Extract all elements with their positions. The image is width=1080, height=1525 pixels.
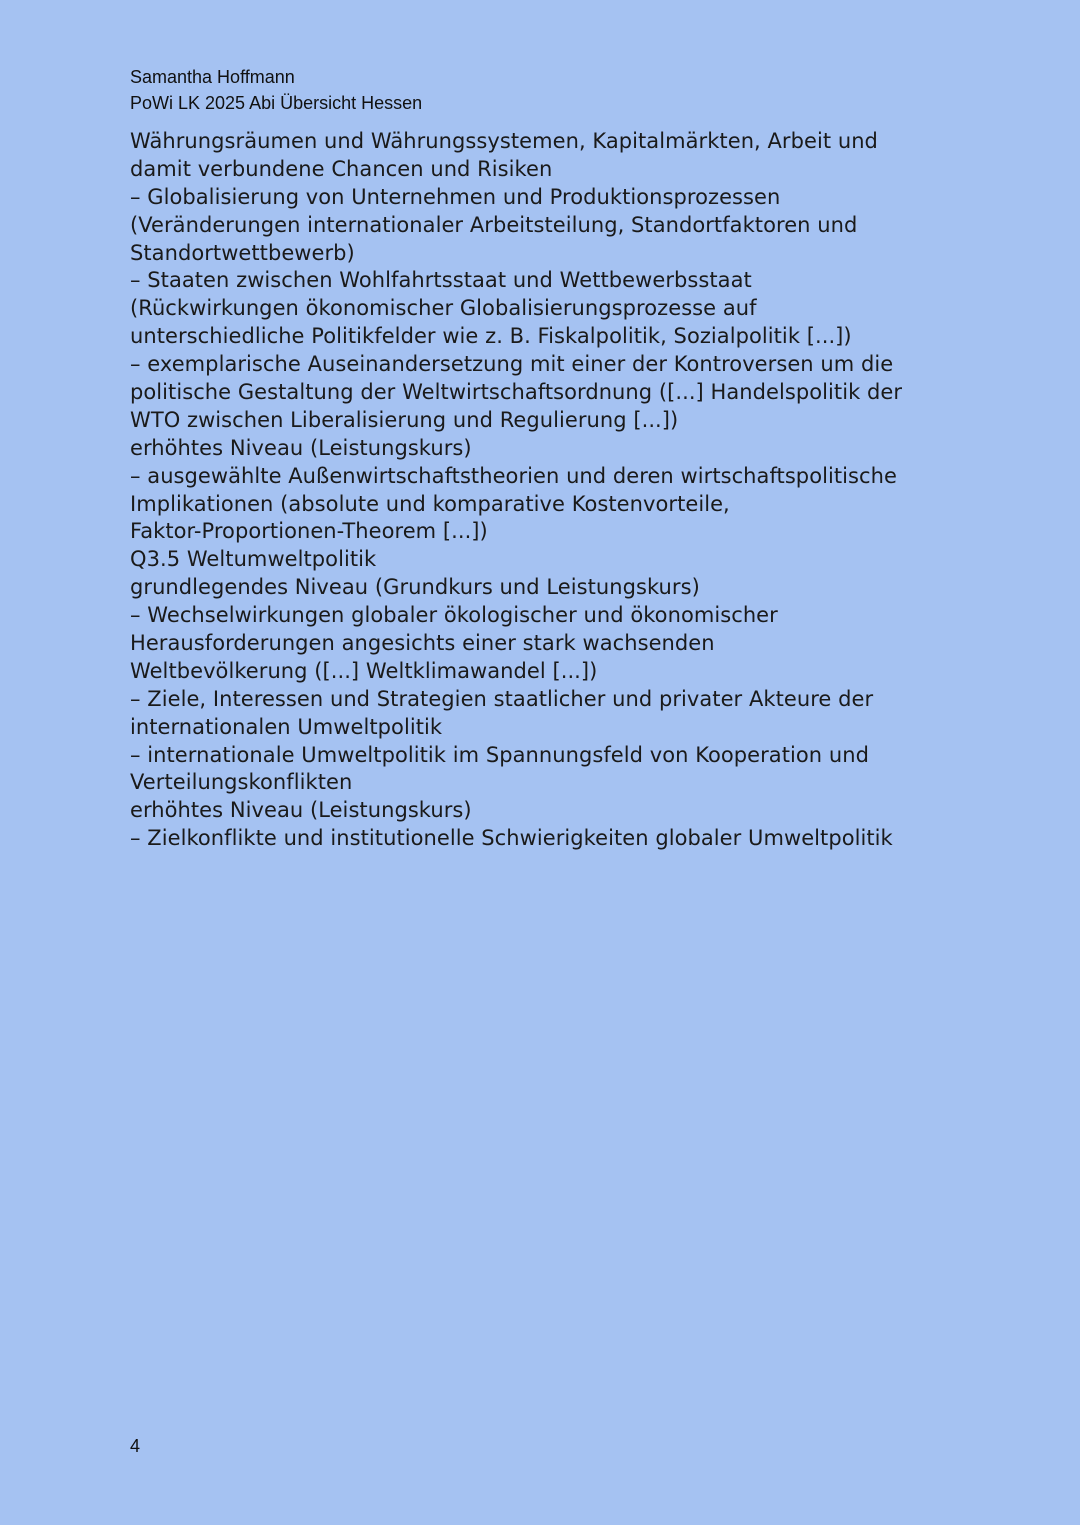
text-line: Faktor-Proportionen-Theorem [...]): [130, 519, 488, 544]
text-line: (Rückwirkungen ökonomischer Globalisierungsprozesse auf: [130, 296, 757, 321]
text-line: – Wechselwirkungen globaler ökologischer und ökonomischer: [130, 603, 778, 628]
text-line: – Zielkonflikte und institutionelle Schwierigkeiten globaler Umweltpolitik: [130, 826, 893, 851]
page-header: [130, 64, 422, 116]
text-line: – internationale Umweltpolitik im Spannungsfeld von Kooperation und: [130, 742, 869, 767]
page-number: 4: [130, 1436, 141, 1456]
text-line: – ausgewählte Außenwirtschaftstheorien und deren wirtschaftspolitische: [130, 463, 897, 488]
document-title: PoWi LK 2025 Abi Übersicht Hessen: [130, 93, 423, 113]
text-line: Währungsräumen und Währungssystemen, Kapitalmärkten, Arbeit und: [130, 129, 878, 153]
text-line: internationalen Umweltpolitik: [130, 714, 443, 739]
text-line: Weltbevölkerung ([...] Weltklimawandel [...]): [130, 658, 598, 683]
text-line: Verteilungskonflikten: [130, 770, 353, 795]
text-line: unterschiedliche Politikfelder wie z. B. Fiskalpolitik, Sozialpolitik [...]): [130, 324, 852, 349]
document-body: [130, 128, 970, 853]
text-line: Standortwettbewerb): [130, 240, 355, 265]
section-level-heading: erhöhtes Niveau (Leistungskurs): [130, 798, 472, 823]
section-level-heading: grundlegendes Niveau (Grundkurs und Leistungskurs): [130, 575, 700, 600]
author-name: Samantha Hoffmann: [130, 67, 295, 87]
text-line: politische Gestaltung der Weltwirtschaftsordnung ([...] Handelspolitik der: [130, 380, 903, 405]
text-line: WTO zwischen Liberalisierung und Regulierung [...]): [130, 407, 679, 432]
text-line: damit verbundene Chancen und Risiken: [130, 156, 553, 181]
text-line: – exemplarische Auseinandersetzung mit einer der Kontroversen um die: [130, 352, 894, 377]
text-line: – Globalisierung von Unternehmen und Produktionsprozessen: [130, 184, 781, 209]
section-level-heading: erhöhtes Niveau (Leistungskurs): [130, 435, 472, 460]
section-heading: Q3.5 Weltumweltpolitik: [130, 547, 377, 572]
text-line: Herausforderungen angesichts einer stark wachsenden: [130, 631, 715, 656]
text-line: – Ziele, Interessen und Strategien staatlicher und privater Akteure der: [130, 686, 874, 711]
text-line: Implikationen (absolute und komparative Kostenvorteile,: [130, 491, 730, 516]
text-line: (Veränderungen internationaler Arbeitsteilung, Standortfaktoren und: [130, 212, 858, 237]
text-line: – Staaten zwischen Wohlfahrtsstaat und Wettbewerbsstaat: [130, 268, 752, 293]
